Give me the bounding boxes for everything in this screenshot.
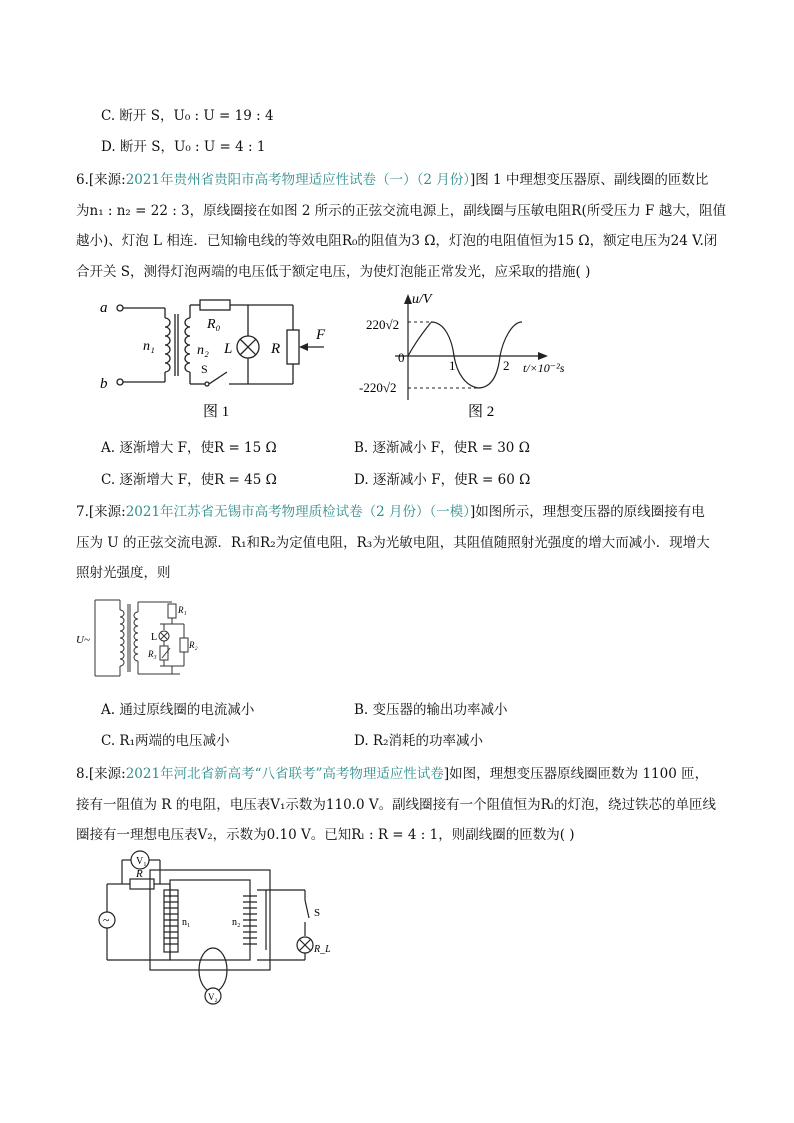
figure-1-caption: 图 1 — [203, 404, 230, 420]
y-axis-label: u/V — [412, 292, 432, 307]
question-7-figure — [72, 595, 212, 685]
option-c-prev: C. 断开 S，U₀ : U = 19 : 4 — [101, 108, 274, 124]
label-s: S — [314, 907, 321, 919]
question-6-source: 2021年贵州省贵阳市高考物理适应性试卷（一）（2 月份） — [125, 172, 470, 188]
label-a: a — [100, 300, 108, 316]
label-r: R — [271, 341, 281, 357]
question-6-source-prefix: [来源: — [88, 172, 126, 188]
question-6-figure-1 — [95, 295, 335, 425]
secondary-coil — [134, 612, 138, 661]
question-7-line-2: 压为 U 的正弦交流电源．R₁和R₂为定值电阻，R₃为光敏电阻，其阻值随照射光强度的增大而减小．现增大 — [76, 535, 710, 551]
question-6-line-1 — [76, 168, 708, 188]
resistor-r — [287, 330, 299, 364]
primary-coil — [164, 896, 178, 944]
label-r3: R₃ — [148, 649, 157, 659]
question-6-option-b: B. 逐渐减小 F，使R = 30 Ω — [354, 440, 530, 456]
terminal-a — [117, 305, 123, 311]
figure-2-caption: 图 2 — [468, 404, 495, 420]
label-r1: R₁ — [178, 605, 187, 615]
sine-curve — [408, 322, 522, 388]
x-axis-label: t/×10⁻²s — [523, 361, 565, 375]
primary-coil — [165, 318, 170, 372]
resistor-r2 — [180, 638, 188, 652]
question-6-text-1: ]图 1 中理想变压器原、副线圈的匝数比 — [469, 172, 709, 188]
label-l: L — [224, 341, 233, 357]
question-8-text-1: ]如图，理想变压器原线圈匝数为 1100 匝， — [443, 766, 709, 782]
question-7-number: 7. — [76, 504, 89, 520]
label-s: S — [201, 362, 208, 376]
question-7-line-3: 照射光强度，则 — [76, 565, 171, 581]
label-l: L — [151, 632, 158, 643]
label-ac: ~ — [103, 913, 110, 927]
question-8-number: 8. — [76, 766, 89, 782]
label-n1: n₁ — [143, 339, 155, 354]
label-f: F — [316, 327, 326, 343]
switch-s — [205, 382, 209, 386]
question-7-text-1: ]如图所示，理想变压器的原线圈接有电 — [469, 504, 705, 520]
resistor-r0 — [200, 300, 230, 310]
question-6-figure-2 — [355, 290, 580, 425]
label-v2: V₂ — [208, 992, 218, 1002]
option-d-prev: D. 断开 S，U₀ : U = 4 : 1 — [101, 139, 266, 155]
question-8-figure — [95, 850, 340, 1010]
label-r2: R₂ — [189, 640, 198, 650]
resistor-r1 — [168, 604, 176, 618]
question-6-line-3: 越小)、灯泡 L 相连．已知输电线的等效电阻R₀的阻值为3 Ω，灯泡的电阻值恒为15 Ω，额定电压为24 V.闭 — [76, 233, 718, 249]
question-7-option-d: D. R₂消耗的功率减小 — [354, 733, 484, 749]
label-r: R — [136, 868, 143, 880]
label-rl: R_L — [314, 944, 331, 955]
terminal-b — [117, 379, 123, 385]
primary-coil — [120, 610, 124, 666]
question-6-option-a: A. 逐渐增大 F，使R = 15 Ω — [101, 440, 277, 456]
y-bottom-label: -220√2 — [359, 380, 397, 395]
question-8-source: 2021年河北省新高考“八省联考”高考物理适应性试卷 — [125, 766, 444, 782]
label-b: b — [100, 376, 108, 392]
question-6-option-d: D. 逐渐减小 F，使R = 60 Ω — [354, 472, 531, 488]
tick-1-label: 1 — [449, 358, 456, 373]
label-v1: V₁ — [136, 856, 147, 867]
question-8-line-1 — [76, 762, 708, 782]
question-7-line-1 — [76, 500, 705, 520]
question-6-number: 6. — [76, 172, 89, 188]
question-7-option-a: A. 通过原线圈的电流减小 — [101, 702, 255, 718]
question-8-source-prefix: [来源: — [88, 766, 126, 782]
label-n2: n₂ — [197, 343, 209, 358]
label-n1: n₁ — [182, 917, 191, 928]
question-6-line-2: 为n₁ : n₂ = 22 : 3，原线圈接在如图 2 所示的正弦交流电源上，副线圈与压敏电阻R(所受压力 F 越大，阻值 — [76, 203, 727, 219]
label-n2: n₂ — [232, 917, 241, 928]
secondary-coil — [185, 318, 190, 372]
resistor-r3 — [160, 646, 168, 660]
y-top-label: 220√2 — [366, 317, 400, 332]
question-6-option-c: C. 逐渐增大 F，使R = 45 Ω — [101, 472, 277, 488]
origin-label: 0 — [398, 350, 405, 365]
question-7-option-b: B. 变压器的输出功率减小 — [354, 702, 508, 718]
question-6-line-4: 合开关 S，测得灯泡两端的电压低于额定电压，为使灯泡能正常发光，应采取的措施( ) — [76, 264, 591, 280]
question-7-source: 2021年江苏省无锡市高考物理质检试卷（2 月份）（一模） — [125, 504, 470, 520]
tick-2-label: 2 — [503, 358, 510, 373]
question-7-option-c: C. R₁两端的电压减小 — [101, 733, 230, 749]
label-r0: R₀ — [207, 317, 221, 332]
question-7-source-prefix: [来源: — [88, 504, 126, 520]
label-u: U~ — [76, 634, 90, 646]
question-8-line-3: 圈接有一理想电压表V₂，示数为0.10 V。已知Rₗ : R = 4 : 1，则副线圈的匝数为( ) — [76, 827, 575, 843]
question-8-line-2: 接有一阻值为 R 的电阻，电压表V₁示数为110.0 V。副线圈接有一个阻值恒为Rₗ的灯泡，绕过铁芯的单匝线 — [76, 797, 717, 813]
